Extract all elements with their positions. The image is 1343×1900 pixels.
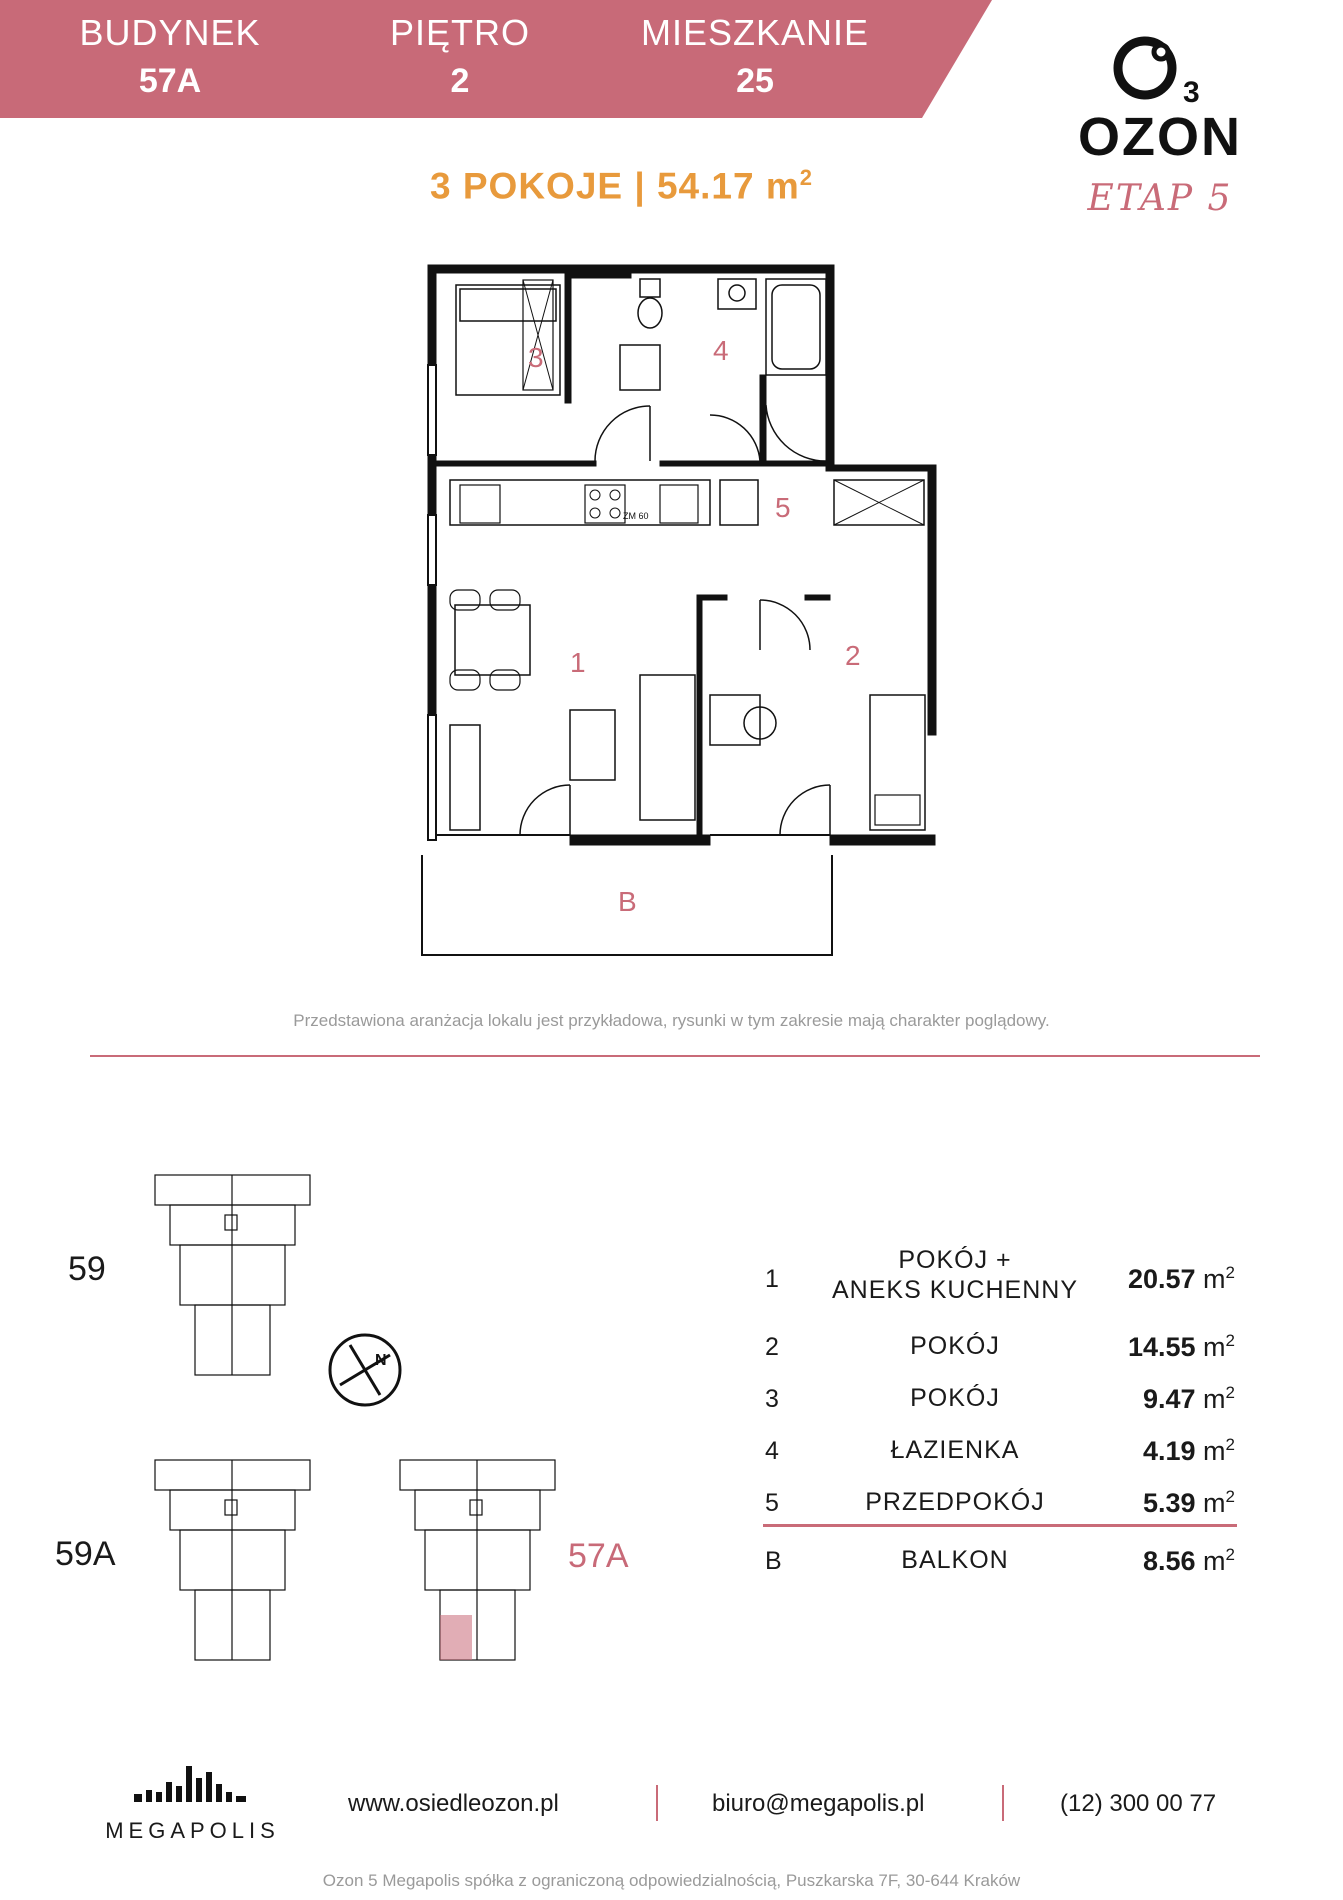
title-sup: 2 (799, 165, 814, 190)
row-area-value: 9.47 (1142, 1384, 1196, 1414)
apartment-label: MIESZKANIE (640, 12, 870, 53)
building-label-59: 59 (68, 1250, 106, 1288)
row-area-unit: m (1203, 1488, 1226, 1518)
wall-step (826, 465, 936, 471)
wall-right-lower (928, 465, 936, 735)
row-area-sup: 2 (1225, 1487, 1235, 1506)
row-number: 3 (765, 1385, 779, 1413)
row-area-sup: 2 (1225, 1435, 1235, 1454)
wall-left-mid2 (428, 585, 436, 715)
floor-value: 2 (450, 62, 470, 100)
table-row (755, 1535, 1235, 1587)
row-area-sup: 2 (1225, 1263, 1235, 1282)
row-number: B (765, 1547, 782, 1575)
table-divider (763, 1524, 1237, 1527)
table-row (755, 1245, 1235, 1323)
apartment-highlight (440, 1615, 472, 1660)
row-area-unit: m (1203, 1264, 1226, 1294)
wall-left-upper (428, 265, 436, 365)
building-label-57a: 57A (568, 1537, 629, 1575)
wall-bottom-right (830, 835, 935, 845)
phone-number[interactable]: (12) 300 00 77 (1060, 1790, 1217, 1817)
row-number: 2 (765, 1333, 779, 1361)
disclaimer-text: Przedstawiona aranżacja lokalu jest przykładowa, rysunki w tym zakresie mają charakter poglądowy. (293, 1011, 1050, 1030)
section-divider (90, 1055, 1260, 1057)
logo-mark-sub: 3 (1183, 76, 1200, 109)
company-info: Ozon 5 Megapolis spółka z ograniczoną odpowiedzialnością, Puszkarska 7F, 30-644 Kraków (322, 1871, 1021, 1890)
row-area-value: 14.55 (1127, 1332, 1196, 1362)
wall-bottom-mid (570, 835, 710, 845)
floor-plan (420, 255, 960, 975)
title-text: 3 POKOJE | 54.17 m (430, 165, 800, 207)
row-name: POKÓJ (910, 1384, 1000, 1412)
wall-right-upper (826, 265, 834, 465)
ozon-logo (1050, 30, 1270, 219)
row-area-unit: m (1203, 1332, 1226, 1362)
footer-separator (656, 1785, 658, 1821)
row-name (805, 1245, 1105, 1305)
row-area-unit: m (1203, 1384, 1226, 1414)
wall-left-mid (428, 455, 436, 515)
row-area-unit: m (1203, 1546, 1226, 1576)
row-area (1143, 1545, 1235, 1577)
plan-room-label-3: 3 (528, 342, 544, 373)
row-name-line1: POKÓJ + (898, 1246, 1012, 1274)
row-area (1143, 1435, 1235, 1467)
building-label: BUDYNEK (79, 12, 261, 53)
row-number: 5 (765, 1489, 779, 1517)
logo-stage: ETAP 5 (1087, 178, 1233, 219)
plan-room-label-1: 1 (570, 647, 586, 678)
compass-icon (325, 1330, 405, 1410)
row-area-value: 5.39 (1142, 1488, 1196, 1518)
email-link[interactable]: biuro@megapolis.pl (712, 1790, 925, 1817)
plan-room-label-2: 2 (845, 640, 861, 671)
apartment-value: 25 (736, 62, 774, 100)
row-area-sup: 2 (1225, 1383, 1235, 1402)
row-area-unit: m (1203, 1436, 1226, 1466)
row-area (1143, 1383, 1235, 1415)
row-name: POKÓJ (910, 1332, 1000, 1360)
plan-balcony-label: B (618, 886, 637, 917)
table-row (755, 1375, 1235, 1427)
building-label-59a: 59A (55, 1535, 116, 1573)
logo-word: OZON (1078, 107, 1242, 167)
row-area (1143, 1487, 1235, 1519)
plan-room-label-5: 5 (775, 492, 791, 523)
apartment-info (615, 12, 895, 101)
floor-info (360, 12, 560, 101)
building-59-map (150, 1170, 320, 1380)
row-area-sup: 2 (1225, 1545, 1235, 1564)
table-row (755, 1427, 1235, 1479)
row-area-value: 4.19 (1142, 1436, 1196, 1466)
row-area-value: 20.57 (1127, 1264, 1196, 1294)
row-name: ŁAZIENKA (890, 1436, 1020, 1464)
floor-label: PIĘTRO (389, 12, 530, 53)
building-59a-map (150, 1455, 320, 1665)
row-area-sup: 2 (1225, 1331, 1235, 1350)
row-area (1128, 1331, 1235, 1363)
plan-room-label-4: 4 (713, 335, 729, 366)
wall-top (428, 265, 833, 273)
footer-separator (1002, 1785, 1004, 1821)
website-link[interactable]: www.osiedleozon.pl (348, 1790, 559, 1817)
row-name: BALKON (901, 1546, 1009, 1574)
megapolis-brand: MEGAPOLIS (105, 1818, 280, 1843)
oven-label: ZM 60 (623, 511, 649, 521)
megapolis-logo-icon (132, 1764, 252, 1804)
row-number: 4 (765, 1437, 779, 1465)
o3-logo-mark (1105, 30, 1215, 110)
compass-north: N (375, 1352, 387, 1369)
building-info (50, 12, 290, 101)
building-value: 57A (138, 62, 202, 100)
room-area-table (755, 1245, 1235, 1587)
building-57a-map (395, 1455, 565, 1665)
row-area-value: 8.56 (1142, 1546, 1196, 1576)
row-area (1128, 1263, 1235, 1295)
table-row (755, 1323, 1235, 1375)
row-number: 1 (765, 1265, 779, 1293)
apartment-title (430, 165, 813, 207)
row-name: PRZEDPOKÓJ (865, 1488, 1045, 1516)
row-name-line2: ANEKS KUCHENNY (832, 1276, 1078, 1304)
